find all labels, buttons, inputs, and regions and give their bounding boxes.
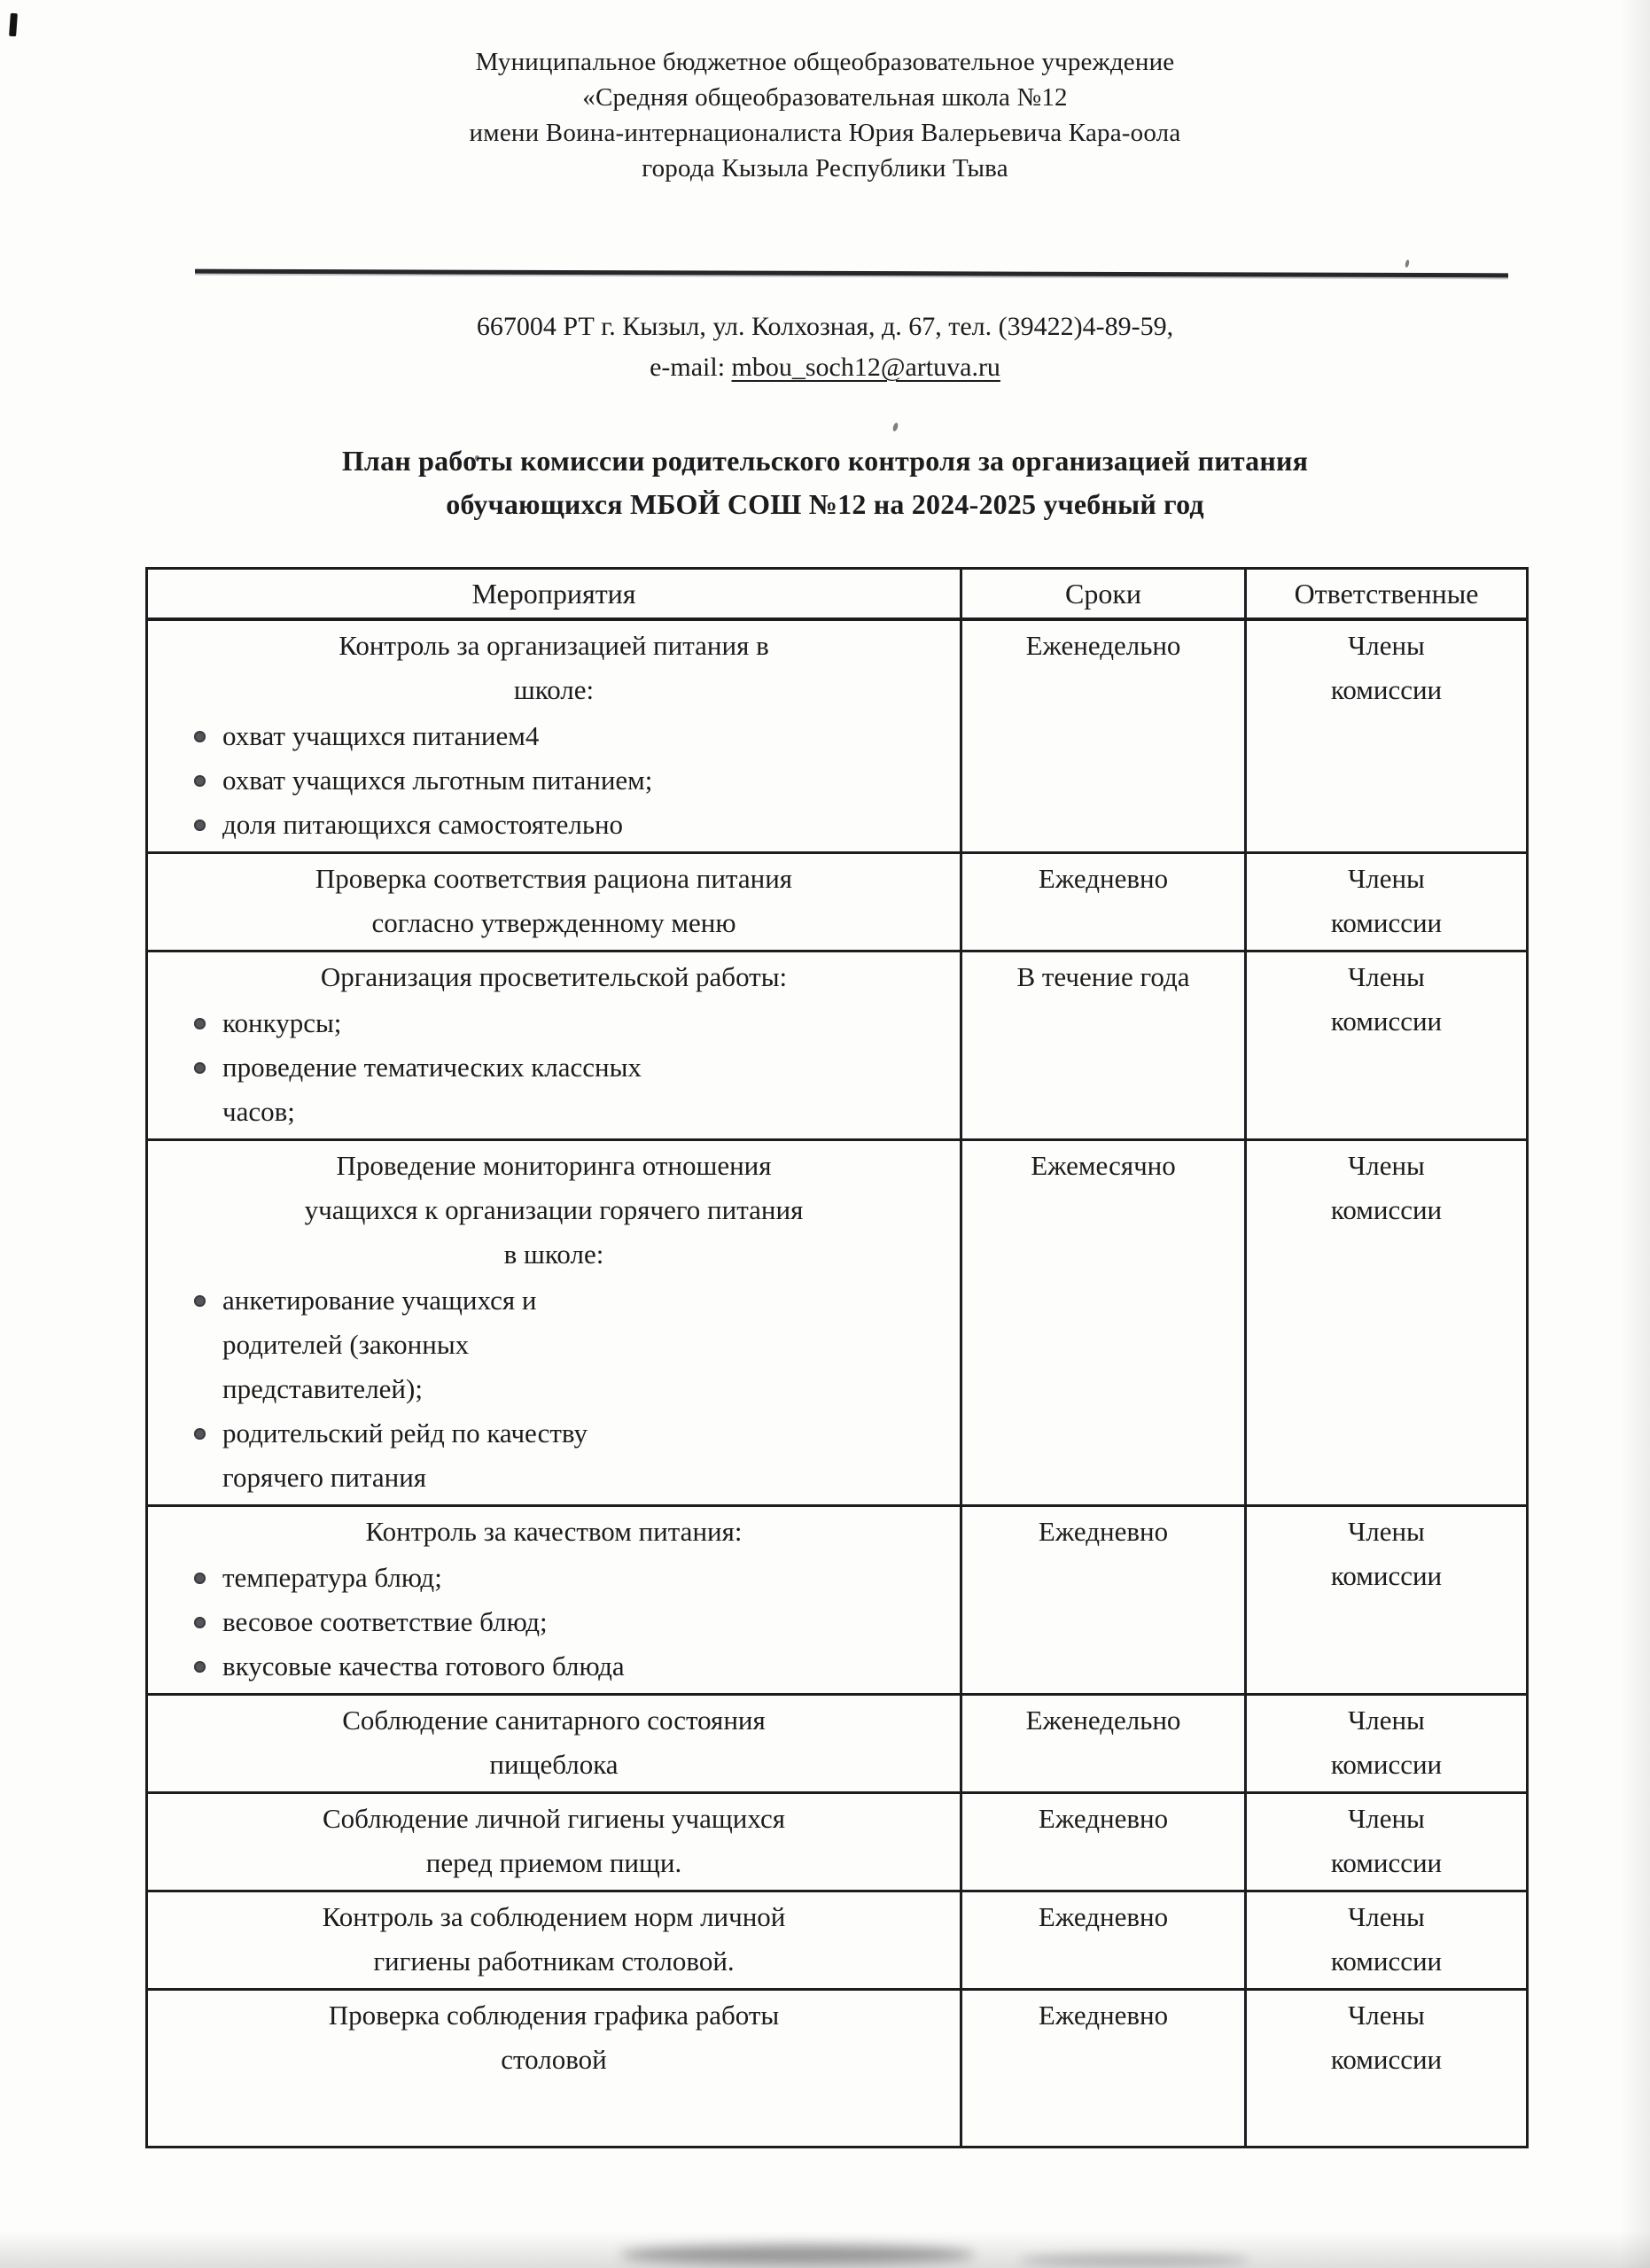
bullet-item: анкетирование учащихся и родителей (законных представителей); [192, 1278, 953, 1411]
responsible-text: Члены комиссии [1330, 1803, 1443, 1878]
responsible-cell [1246, 1990, 1528, 2148]
responsible-cell [1246, 853, 1528, 951]
responsible-text: Члены комиссии [1330, 630, 1443, 705]
organization-header: Муниципальное бюджетное общеобразовательное учреждение «Средняя общеобразовательная школа №12 имени Воина-интернационалиста Юрия Валерьевича Кара-оола города Кызыла Республики Тыва [469, 48, 1181, 183]
plan-table [145, 567, 1529, 2148]
address-line: 667004 РТ г. Кызыл, ул. Колхозная, д. 67, тел. (39422)4-89-59, [476, 312, 1174, 341]
period-cell: Ежедневно [961, 853, 1246, 951]
scan-speck [1405, 260, 1410, 268]
bullet-item: температура блюд; [192, 1556, 953, 1600]
plan-table-container [145, 567, 1526, 2148]
responsible-text: Члены комиссии [1330, 2000, 1443, 2075]
table-row [147, 853, 1528, 951]
bullet-list [155, 1001, 953, 1134]
activity-text: Организация просветительской работы: [320, 961, 788, 992]
bullet-item: охват учащихся питанием4 [192, 714, 953, 758]
activity-cell [147, 619, 961, 853]
bullet-item: доля питающихся самостоятельно [192, 803, 953, 847]
period-cell: Ежедневно [961, 1990, 1246, 2148]
period-cell: Ежедневно [961, 1793, 1246, 1891]
responsible-text: Члены комиссии [1330, 1901, 1443, 1977]
activity-cell [147, 853, 961, 951]
period-cell: В течение года [961, 951, 1246, 1140]
document-title: План работы комиссии родительского контроля за организацией питания обучающихся МБОЙ СОШ №12 на 2024-2025 учебный год [341, 445, 1309, 520]
bullet-item: весовое соответствие блюд; [192, 1600, 953, 1644]
bullet-item: охват учащихся льготным питанием; [192, 758, 953, 803]
activity-text: Проведение мониторинга отношения учащихся к организации горячего питания в школе: [304, 1150, 804, 1270]
activity-cell [147, 1990, 961, 2148]
column-header-responsible: Ответственные [1246, 569, 1528, 620]
activity-text: Контроль за соблюдением норм личной гигиены работникам столовой. [322, 1901, 786, 1977]
bullet-item: родительский рейд по качеству горячего питания [192, 1411, 953, 1500]
activity-text: Соблюдение санитарного состояния пищеблока [342, 1705, 766, 1780]
table-row [147, 1891, 1528, 1990]
activity-cell [147, 1793, 961, 1891]
table-header-row [147, 569, 1528, 620]
responsible-cell [1246, 1140, 1528, 1506]
bullet-list [155, 1278, 953, 1500]
scan-smudge [1019, 2254, 1249, 2266]
bullet-item: вкусовые качества готового блюда [192, 1644, 953, 1689]
letterhead-divider-line [195, 269, 1508, 278]
activity-text: Контроль за качеством питания: [365, 1516, 743, 1547]
activity-cell [147, 1506, 961, 1695]
bullet-list [155, 1556, 953, 1689]
bullet-list [155, 714, 953, 847]
period-cell: Еженедельно [961, 619, 1246, 853]
column-header-activities: Мероприятия [147, 569, 961, 620]
responsible-text: Члены комиссии [1330, 1150, 1443, 1225]
responsible-cell [1246, 1506, 1528, 1695]
scan-artifact-mark [9, 13, 18, 36]
activity-cell [147, 1140, 961, 1506]
activity-text: Контроль за организацией питания в школе: [339, 630, 769, 705]
table-row [147, 1506, 1528, 1695]
activity-text: Проверка соответствия рациона питания согласно утвержденному меню [315, 863, 793, 938]
activity-cell [147, 951, 961, 1140]
table-row [147, 1990, 1528, 2148]
activity-cell [147, 1891, 961, 1990]
responsible-text: Члены комиссии [1330, 863, 1443, 938]
bullet-item: проведение тематических классных часов; [192, 1045, 953, 1134]
email-line [0, 347, 1650, 388]
responsible-cell [1246, 1793, 1528, 1891]
scan-smudge [620, 2245, 975, 2264]
activity-cell [147, 1695, 961, 1793]
responsible-cell [1246, 951, 1528, 1140]
period-cell: Еженедельно [961, 1695, 1246, 1793]
responsible-cell [1246, 619, 1528, 853]
responsible-text: Члены комиссии [1330, 1705, 1443, 1780]
bullet-item: конкурсы; [192, 1001, 953, 1045]
email-link: mbou_soch12@artuva.ru [731, 353, 1000, 382]
period-cell: Ежедневно [961, 1506, 1246, 1695]
column-header-period: Сроки [961, 569, 1246, 620]
activity-text: Соблюдение личной гигиены учащихся перед приемом пищи. [322, 1803, 785, 1878]
responsible-text: Члены комиссии [1330, 961, 1443, 1037]
address-block [0, 307, 1650, 388]
activity-text: Проверка соблюдения графика работы столовой [328, 2000, 780, 2075]
responsible-text: Члены комиссии [1330, 1516, 1443, 1591]
plan-table-body [147, 619, 1528, 2148]
period-cell: Ежемесячно [961, 1140, 1246, 1506]
table-row [147, 1140, 1528, 1506]
responsible-cell [1246, 1695, 1528, 1793]
email-label: e-mail: [650, 353, 732, 382]
table-row [147, 1793, 1528, 1891]
scan-speck [892, 422, 899, 431]
responsible-cell [1246, 1891, 1528, 1990]
table-row [147, 951, 1528, 1140]
table-row [147, 619, 1528, 853]
period-cell: Ежедневно [961, 1891, 1246, 1990]
table-row [147, 1695, 1528, 1793]
